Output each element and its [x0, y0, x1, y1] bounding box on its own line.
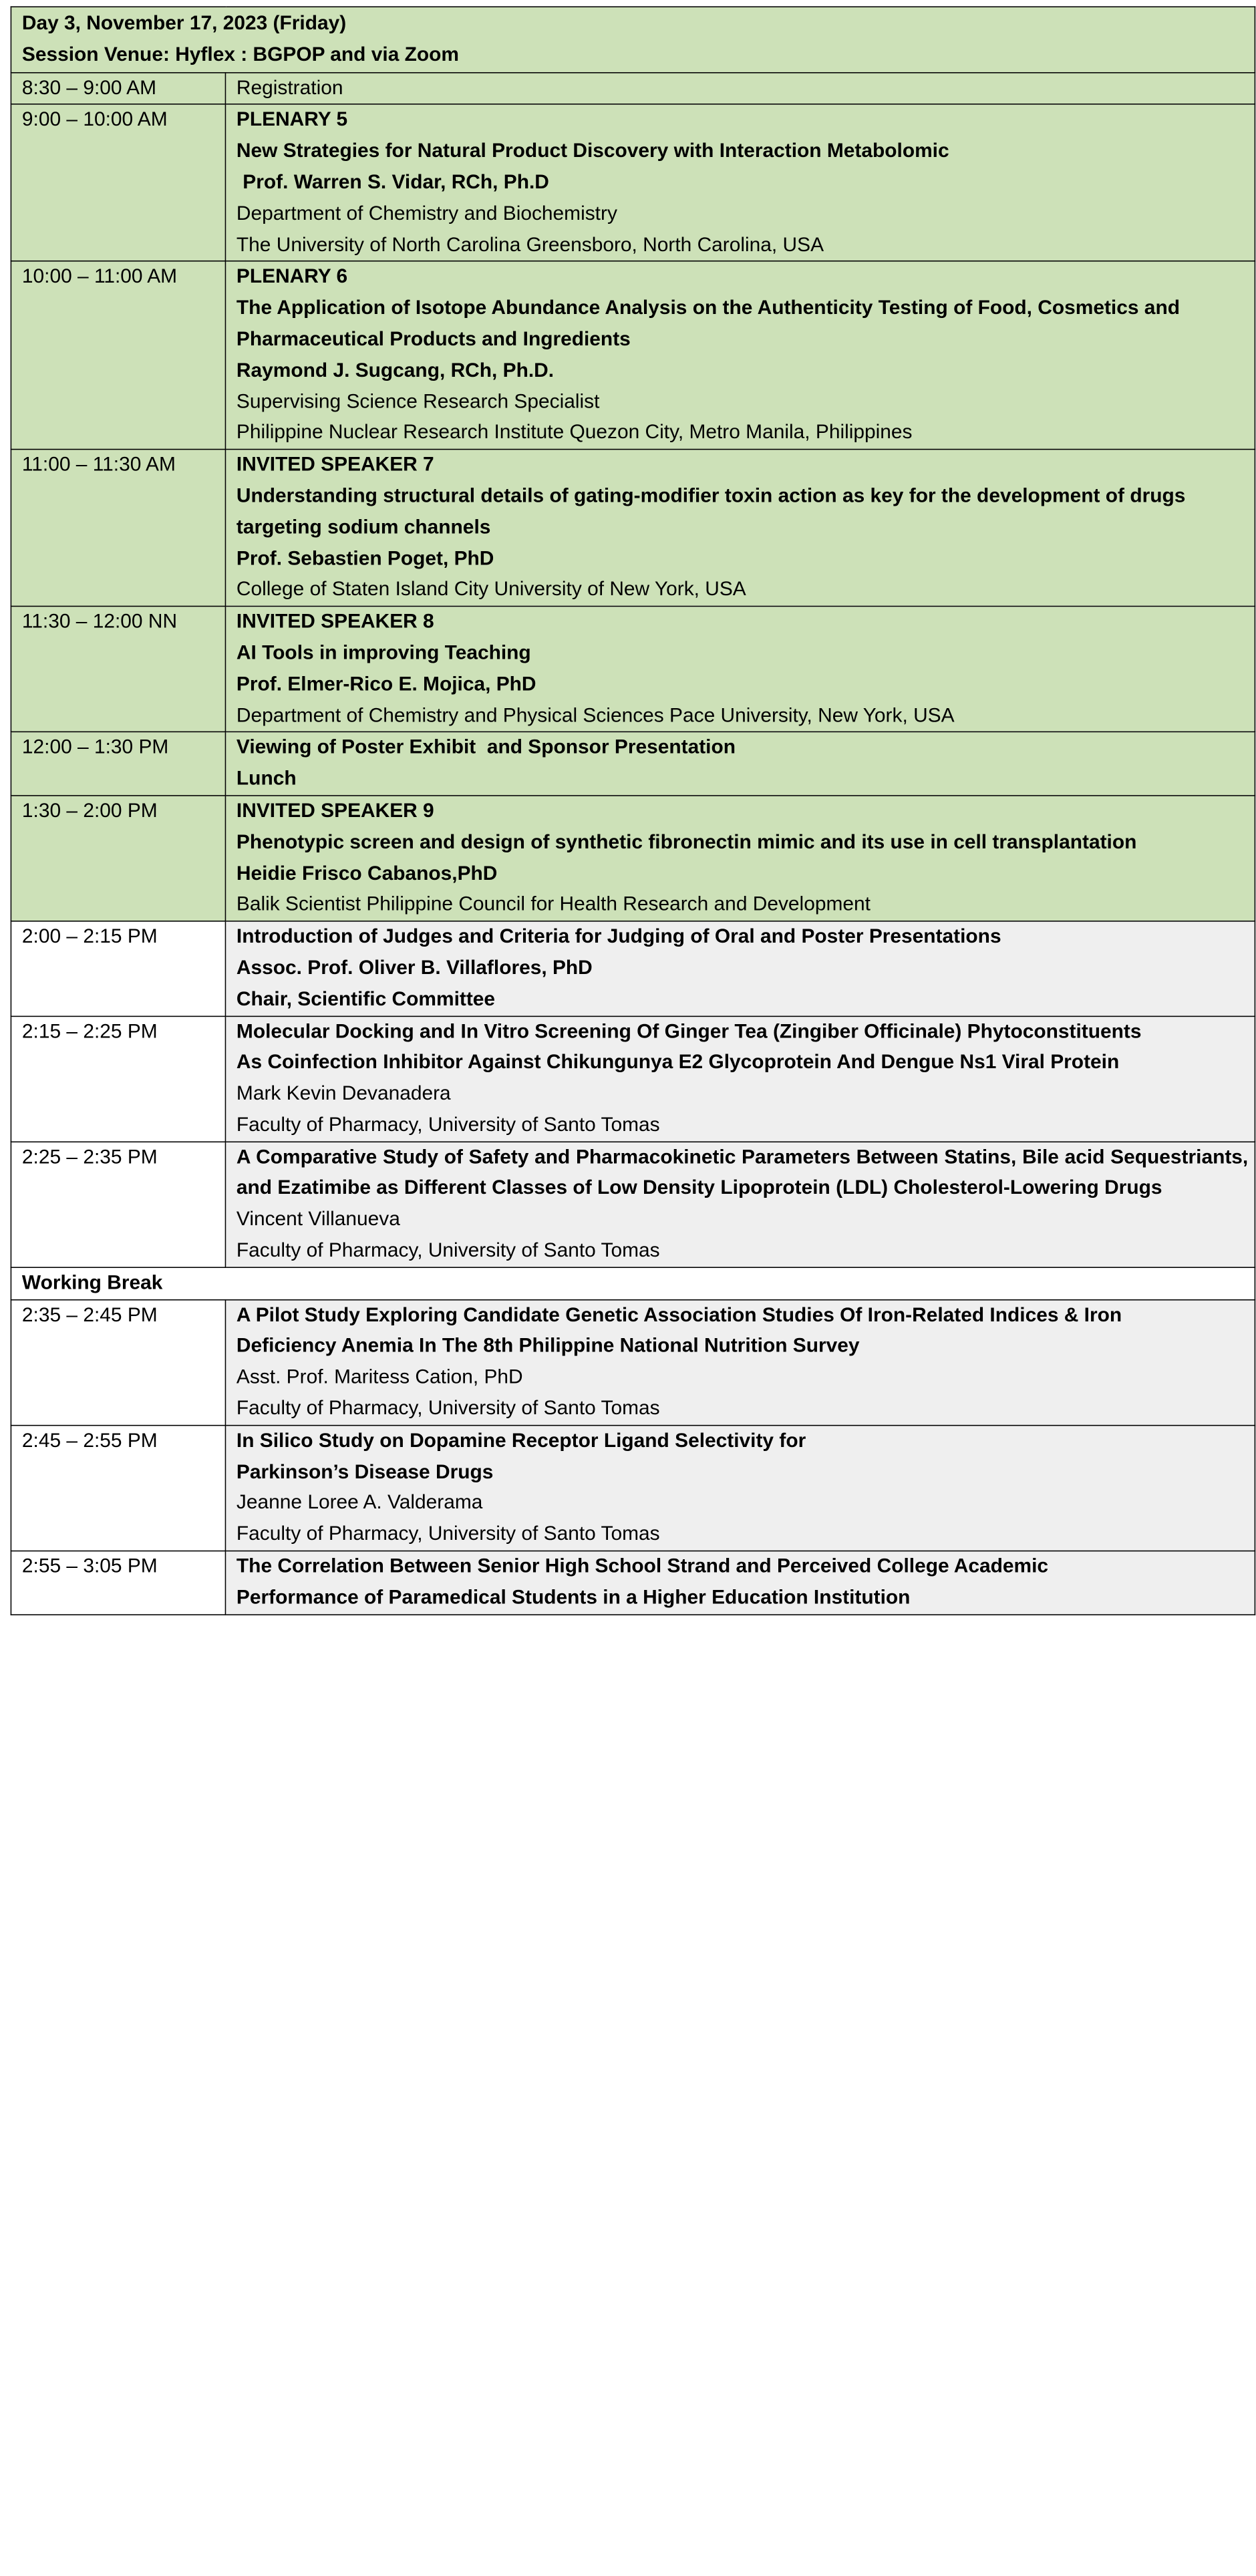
speaker-affiliation: Faculty of Pharmacy, University of Santo Tomas — [236, 1398, 660, 1420]
session-title: Introduction of Judges and Criteria for Judging of Oral and Poster Presentations — [236, 926, 1001, 948]
speaker-name: Heidie Frisco Cabanos,PhD — [236, 862, 498, 885]
break-row — [11, 1267, 1255, 1299]
session-cell — [225, 921, 1255, 1016]
speaker-affiliation: Faculty of Pharmacy, University of Santo Tomas — [236, 1239, 660, 1262]
time-cell: 2:25 – 2:35 PM — [11, 1142, 225, 1267]
schedule-row — [11, 450, 1255, 607]
day-header-cell — [11, 7, 1255, 72]
day-header-row — [11, 7, 1255, 72]
speaker-affiliation: The University of North Carolina Greensboro, North Carolina, USA — [236, 234, 824, 257]
talk-title: A Pilot Study Exploring Candidate Genetic Association Studies Of Iron-Related Indices & Iron — [236, 1304, 1122, 1327]
speaker-position: Supervising Science Research Specialist — [236, 390, 600, 413]
session-title: Lunch — [236, 768, 297, 790]
session-cell — [225, 104, 1255, 261]
speaker-name: Mark Kevin Devanadera — [236, 1082, 451, 1105]
speaker-name: Prof. Sebastien Poget, PhD — [236, 547, 494, 570]
session-cell — [225, 72, 1255, 104]
talk-title: In Silico Study on Dopamine Receptor Ligand Selectivity for — [236, 1430, 806, 1452]
time-cell: 2:55 – 3:05 PM — [11, 1551, 225, 1615]
talk-title: Performance of Paramedical Students in a Higher Education Institution — [236, 1587, 911, 1609]
time-cell: 10:00 – 11:00 AM — [11, 261, 225, 450]
speaker-affiliation: Department of Chemistry and Physical Sciences Pace University, New York, USA — [236, 704, 955, 727]
speaker-affiliation: Faculty of Pharmacy, University of Santo Tomas — [236, 1114, 660, 1136]
time-cell: 2:35 – 2:45 PM — [11, 1299, 225, 1425]
speaker-name: Vincent Villanueva — [236, 1209, 400, 1231]
speaker-affiliation: Department of Chemistry and Biochemistry — [236, 202, 617, 225]
schedule-row — [11, 104, 1255, 261]
speaker-name: Assoc. Prof. Oliver B. Villaflores, PhD — [236, 957, 593, 979]
session-label: INVITED SPEAKER 7 — [236, 454, 434, 476]
time-cell: 11:30 – 12:00 NN — [11, 607, 225, 732]
schedule-row — [11, 607, 1255, 732]
session-title: Registration — [236, 77, 343, 100]
talk-title: New Strategies for Natural Product Discovery with Interaction Metabolomic — [236, 140, 949, 163]
session-title: Viewing of Poster Exhibit and Sponsor Presentation — [236, 736, 736, 759]
session-cell — [225, 1016, 1255, 1142]
session-cell — [225, 1425, 1255, 1551]
day-title: Day 3, November 17, 2023 (Friday) — [21, 12, 347, 35]
talk-title: Phenotypic screen and design of synthetic fibronectin mimic and its use in cell transplantation — [236, 831, 1137, 854]
session-label: INVITED SPEAKER 9 — [236, 800, 434, 822]
session-cell — [225, 1142, 1255, 1267]
time-cell: 1:30 – 2:00 PM — [11, 796, 225, 921]
break-label: Working Break — [11, 1267, 1255, 1299]
schedule-row — [11, 261, 1255, 450]
talk-title: The Correlation Between Senior High School Strand and Perceived College Academic — [236, 1555, 1049, 1578]
talk-title: Deficiency Anemia In The 8th Philippine National Nutrition Survey — [236, 1335, 860, 1357]
time-cell: 2:45 – 2:55 PM — [11, 1425, 225, 1551]
schedule-row — [11, 1016, 1255, 1142]
speaker-name: Jeanne Loree A. Valderama — [236, 1492, 483, 1514]
session-cell — [225, 1551, 1255, 1615]
schedule-row — [11, 732, 1255, 796]
talk-title: A Comparative Study of Safety and Pharmacokinetic Parameters Between Statins, Bile acid Sequestriants, and Ezatimibe as Different Classes of Low Density Lipoprotein (LDL) Cholesterol-Lowering Drugs — [236, 1146, 1249, 1200]
speaker-name: Raymond J. Sugcang, RCh, Ph.D. — [236, 359, 555, 382]
schedule-row — [11, 1142, 1255, 1267]
schedule-row — [11, 1551, 1255, 1615]
schedule-row — [11, 1299, 1255, 1425]
session-cell — [225, 1299, 1255, 1425]
session-cell — [225, 450, 1255, 607]
session-cell — [225, 261, 1255, 450]
time-cell: 2:15 – 2:25 PM — [11, 1016, 225, 1142]
session-label: PLENARY 5 — [236, 109, 348, 132]
session-cell — [225, 732, 1255, 796]
talk-title: Understanding structural details of gating-modifier toxin action as key for the development of drugs targeting sodium channels — [236, 485, 1186, 539]
schedule-row — [11, 1425, 1255, 1551]
speaker-name: Prof. Warren S. Vidar, RCh, Ph.D — [243, 171, 549, 194]
talk-title: AI Tools in improving Teaching — [236, 642, 531, 665]
schedule-table — [11, 6, 1256, 1615]
speaker-position: Chair, Scientific Committee — [236, 988, 496, 1011]
time-cell: 12:00 – 1:30 PM — [11, 732, 225, 796]
time-cell: 11:00 – 11:30 AM — [11, 450, 225, 607]
speaker-name: Prof. Elmer-Rico E. Mojica, PhD — [236, 673, 536, 695]
speaker-affiliation: Philippine Nuclear Research Institute Quezon City, Metro Manila, Philippines — [236, 422, 913, 444]
session-label: INVITED SPEAKER 8 — [236, 611, 434, 633]
schedule-row — [11, 796, 1255, 921]
speaker-affiliation: College of Staten Island City University of New York, USA — [236, 579, 746, 601]
session-cell — [225, 607, 1255, 732]
time-cell: 8:30 – 9:00 AM — [11, 72, 225, 104]
time-cell: 2:00 – 2:15 PM — [11, 921, 225, 1016]
speaker-affiliation: Balik Scientist Philippine Council for Health Research and Development — [236, 893, 871, 916]
schedule-row — [11, 921, 1255, 1016]
talk-title: As Coinfection Inhibitor Against Chikungunya E2 Glycoprotein And Dengue Ns1 Viral Protein — [236, 1052, 1120, 1074]
time-cell: 9:00 – 10:00 AM — [11, 104, 225, 261]
session-label: PLENARY 6 — [236, 266, 348, 289]
schedule-row — [11, 72, 1255, 104]
talk-title: Molecular Docking and In Vitro Screening Of Ginger Tea (Zingiber Officinale) Phytoconstituents — [236, 1020, 1142, 1043]
talk-title: The Application of Isotope Abundance Analysis on the Authenticity Testing of Food, Cosmetics and Pharmaceutical Products and Ingredients — [236, 297, 1180, 351]
session-cell — [225, 796, 1255, 921]
session-venue: Session Venue: Hyflex : BGPOP and via Zoom — [21, 43, 460, 66]
speaker-affiliation: Faculty of Pharmacy, University of Santo Tomas — [236, 1523, 660, 1546]
talk-title: Parkinson’s Disease Drugs — [236, 1461, 494, 1484]
speaker-name: Asst. Prof. Maritess Cation, PhD — [236, 1366, 523, 1389]
